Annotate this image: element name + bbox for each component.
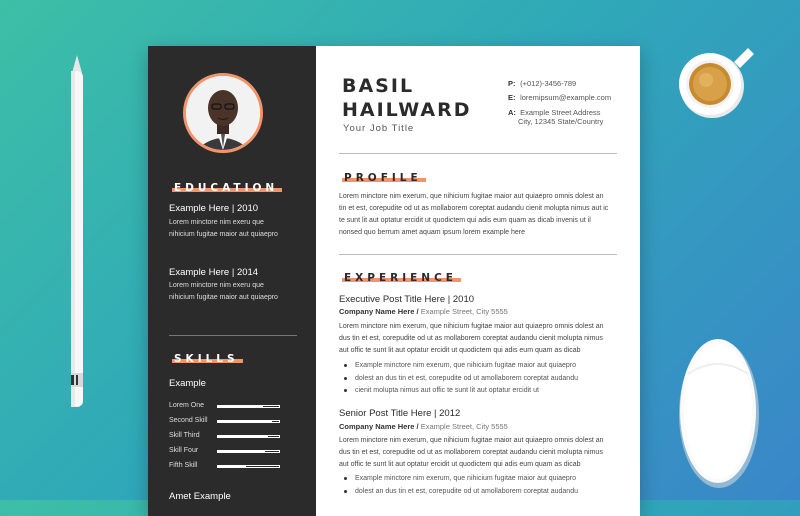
list-item: Example minctore nim exerum, que nihicium fugitae maior aut quiaepro [339, 473, 619, 486]
skill-level-fill [217, 465, 245, 468]
address-line2: City, 12345 State/Country [518, 117, 604, 126]
skill-level-remainder [262, 405, 280, 408]
list-item: cienit molupta nimus aut offic te sunt lit aut optatur ercidit ut [339, 385, 619, 398]
address-line1: Example Street Address [520, 108, 601, 117]
skill-level-bar [217, 420, 280, 423]
skills-heading: SKILLS [174, 353, 239, 365]
list-item: dolest an dus tin et est, corepudite od ut amollaborem coreptat audandu [339, 486, 619, 499]
list-item: dolest an dus tin et est, corepudite od ut amollaborem coreptat audandu [339, 373, 619, 386]
list-item: Example minctore nim exerum, que nihicium fugitae maior aut quiaepro [339, 360, 619, 373]
job-2-bullets [339, 473, 619, 498]
job-2-company [339, 422, 508, 431]
job-1-company-address: Example Street, City 5555 [420, 307, 508, 316]
skill-label: Skill Third [169, 432, 200, 439]
resume-document [148, 46, 640, 516]
resume-sidebar [148, 46, 316, 516]
job-1-bullets [339, 360, 619, 398]
skill-label: Skill Four [169, 447, 199, 454]
education-item-2-title: Example Here | 2014 [169, 267, 259, 278]
email-label: E: [508, 93, 516, 102]
education-item-2-desc: Lorem minctore nim exeru que nihicium fugitae maior aut quiaepro [169, 282, 278, 301]
skills-next-group-title: Amet Example [169, 491, 231, 502]
job-2-company-name: Company Name Here / [339, 422, 419, 431]
experience-heading: EXPERIENCE [344, 272, 457, 284]
job-2-title: Senior Post Title Here | 2012 [339, 408, 461, 419]
profile-photo [183, 73, 263, 153]
skill-level-bar [217, 405, 280, 408]
job-title: Your Job Title [343, 123, 415, 134]
header-divider [339, 153, 617, 154]
skill-row [169, 447, 281, 454]
mouse-icon [676, 334, 762, 488]
education-item-1-title: Example Here | 2010 [169, 203, 259, 214]
skill-label: Lorem One [169, 402, 205, 409]
skill-row [169, 402, 281, 409]
skill-row [169, 432, 281, 439]
candidate-name-line2: HAILWARD [342, 99, 472, 121]
contact-phone [508, 79, 576, 88]
contact-address [508, 108, 603, 126]
job-2-description: Lorem minctore nim exerum, que nihicium fugitae maior aut quiaepro omnis dolest an dus tin et est, corepudite od ut as mollaborem coreptat audandu cienit molupta nimus aut offic te sunt lit aut optatur ercidit ut quodictem qui adis eum quam as dicab [339, 437, 604, 468]
profile-divider [339, 254, 617, 255]
skill-level-bar [217, 465, 280, 468]
sidebar-divider [169, 335, 297, 336]
education-heading: EDUCATION [174, 182, 278, 194]
skill-label: Fifth Skill [169, 462, 198, 469]
pencil-icon [68, 55, 86, 410]
job-1-title: Executive Post Title Here | 2010 [339, 294, 475, 305]
candidate-name [342, 74, 472, 122]
contact-email [508, 93, 611, 102]
resume-main [316, 46, 640, 516]
skill-level-bar [217, 450, 280, 453]
skill-level-bar [217, 435, 280, 438]
skill-level-fill [217, 405, 262, 408]
skills-group-title: Example [169, 378, 206, 389]
skill-level-remainder [245, 465, 280, 468]
email-value: loremipsum@example.com [520, 93, 612, 102]
skill-level-fill [217, 450, 264, 453]
profile-heading: PROFILE [344, 172, 422, 184]
profile-text: Lorem minctore nim exerum, que nihicium fugitae maior aut quiaepro omnis dolest an tin et est, corepudite od ut as mollaborem coreptat audandu cienit molupta nimus aut ic te sunt lit aut optatur ercidit ut quodictem qui adis eum quam as dicab invenis ut il nonsed quo berrum amet aquam ipsum lorem example here [339, 193, 609, 236]
address-label: A: [508, 108, 516, 117]
skill-level-remainder [271, 420, 280, 423]
skill-level-remainder [264, 450, 280, 453]
coffee-cup-icon [676, 42, 766, 122]
phone-value: (+012)-3456-789 [520, 79, 577, 88]
job-1-company-name: Company Name Here / [339, 307, 419, 316]
skill-level-remainder [267, 435, 280, 438]
education-item-1-desc: Lorem minctore nim exeru que nihicium fugitae maior aut quiaepro [169, 219, 278, 238]
job-1-description: Lorem minctore nim exerum, que nihicium fugitae maior aut quiaepro omnis dolest an dus tin et est, corepudite od ut as mollaborem coreptat audandu cienit molupta nimus aut offic te sunt lit aut optatur ercidit ut quodictem qui adis eum quam as dicab [339, 323, 604, 354]
candidate-name-line1: BASIL [342, 75, 415, 97]
skill-level-fill [217, 435, 267, 438]
skill-level-fill [217, 420, 271, 423]
skill-label: Second Skill [169, 417, 208, 424]
phone-label: P: [508, 79, 516, 88]
skill-row [169, 417, 281, 424]
job-1-company [339, 307, 508, 316]
skill-row [169, 462, 281, 469]
job-2-company-address: Example Street, City 5555 [420, 422, 508, 431]
